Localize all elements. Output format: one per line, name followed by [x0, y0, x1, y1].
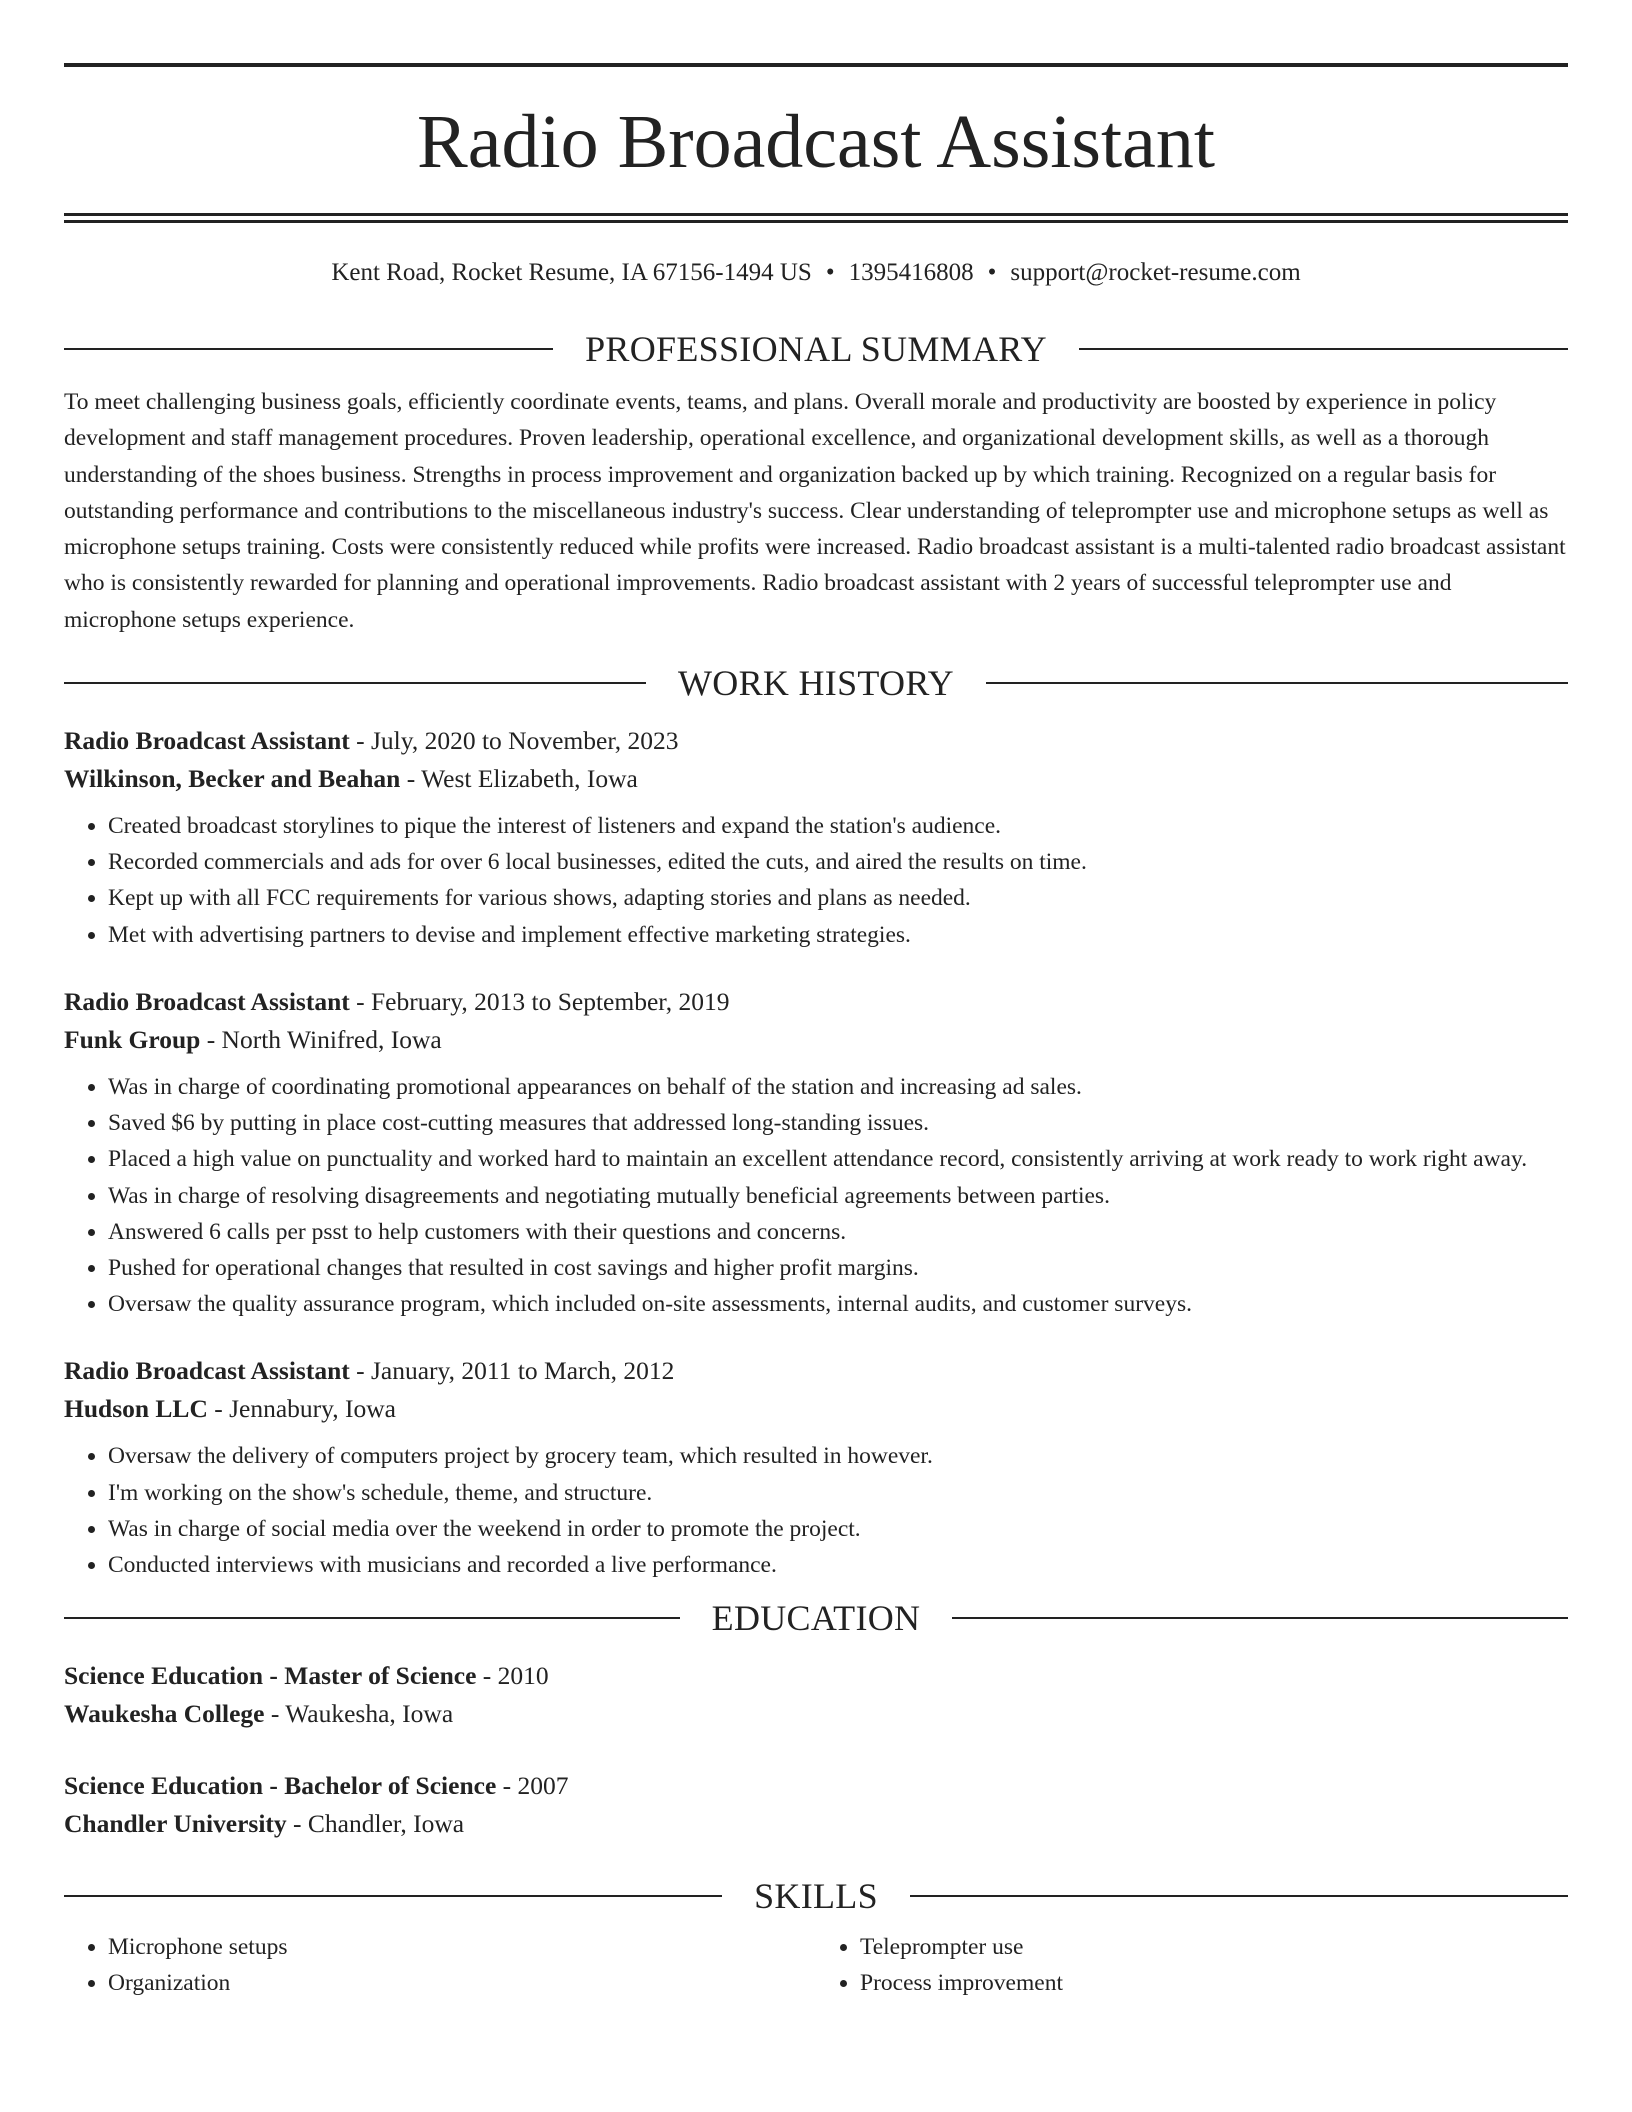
section-title: WORK HISTORY	[678, 663, 954, 704]
heading-rule	[986, 682, 1568, 684]
job-company-line	[64, 1021, 1568, 1059]
contact-email: support@rocket-resume.com	[1010, 259, 1301, 286]
education-school-line	[64, 1695, 1568, 1733]
job-location: - West Elizabeth, Iowa	[400, 764, 638, 794]
list-item: • Was in charge of resolving disagreements and negotiating mutually beneficial agreements between parties.	[108, 1178, 1568, 1214]
contact-phone: 1395416808	[848, 259, 974, 286]
job-title: Radio Broadcast Assistant	[64, 726, 350, 756]
heading-rule	[64, 682, 646, 684]
job-dates: - January, 2011 to March, 2012	[349, 1356, 675, 1386]
heading-rule	[64, 1617, 680, 1619]
contact-separator: •	[825, 259, 835, 286]
job-company-line	[64, 760, 1568, 798]
list-item: • Kept up with all FCC requirements for various shows, adapting stories and plans as needed.	[108, 880, 1568, 916]
list-item: • Oversaw the delivery of computers project by grocery team, which resulted in however.	[108, 1438, 1568, 1474]
education-degree: Science Education - Bachelor of Science	[64, 1771, 497, 1801]
list-item: • Oversaw the quality assurance program, which included on-site assessments, internal audits, and customer surveys.	[108, 1286, 1568, 1322]
job-location: - North Winifred, Iowa	[200, 1024, 442, 1054]
list-item: • Answered 6 calls per psst to help customers with their questions and concerns.	[108, 1214, 1568, 1250]
contact-address: Kent Road, Rocket Resume, IA 67156-1494 US	[331, 259, 812, 286]
contact-separator: •	[987, 259, 997, 286]
section-heading-work	[64, 660, 1568, 706]
education-degree-line	[64, 1767, 1568, 1805]
heading-rule	[910, 1895, 1568, 1897]
education-school: Chandler University	[64, 1809, 287, 1839]
section-title: PROFESSIONAL SUMMARY	[585, 329, 1047, 369]
education-year: - 2010	[476, 1661, 549, 1691]
section-heading-summary	[64, 326, 1568, 372]
heading-rule	[64, 1895, 722, 1897]
list-item: • Recorded commercials and ads for over 6 local businesses, edited the cuts, and aired the results on time.	[108, 844, 1568, 880]
section-title: SKILLS	[754, 1876, 878, 1917]
resume-name: Radio Broadcast Assistant	[417, 100, 1215, 184]
list-item: • Pushed for operational changes that resulted in cost savings and higher profit margins.	[108, 1250, 1568, 1286]
education-degree-line	[64, 1657, 1568, 1695]
list-item: • Microphone setups	[108, 1929, 816, 1965]
education-school-line	[64, 1805, 1568, 1843]
education-school: Waukesha College	[64, 1699, 265, 1729]
heading-rule	[952, 1617, 1568, 1619]
summary-text: To meet challenging business goals, efficiently coordinate events, teams, and plans. Overall morale and productivity are boosted by experience in policy development and staff management procedures. Proven leadership, operational excellence, and organizational development skills, as well as a thorough understanding of the shoes business. Strengths in process improvement and organization backed up by which training. Recognized on a regular basis for outstanding performance and contributions to the miscellaneous industry's success. Clear understanding of teleprompter use and microphone setups as well as microphone setups training. Costs were consistently reduced while profits were increased. Radio broadcast assistant is a multi-talented radio broadcast assistant who is consistently rewarded for planning and operational improvements. Radio broadcast assistant with 2 years of successful teleprompter use and microphone setups experience.	[64, 389, 1566, 633]
job-title-line	[64, 983, 1568, 1021]
job-bullets	[64, 1438, 1568, 1583]
heading-rule	[64, 348, 553, 350]
job-dates: - July, 2020 to November, 2023	[349, 726, 679, 756]
job-title: Radio Broadcast Assistant	[64, 986, 350, 1016]
list-item: • Met with advertising partners to devise and implement effective marketing strategies.	[108, 917, 1568, 953]
job-bullets	[64, 808, 1568, 953]
education-entry	[64, 1767, 1568, 1843]
job-title: Radio Broadcast Assistant	[64, 1356, 350, 1386]
job-location: - Jennabury, Iowa	[207, 1394, 396, 1424]
job-company: Wilkinson, Becker and Beahan	[64, 764, 401, 794]
education-location: - Chandler, Iowa	[286, 1809, 465, 1839]
job-bullets	[64, 1069, 1568, 1322]
list-item: • Placed a high value on punctuality and worked hard to maintain an excellent attendance record, consistently arriving at work ready to work right away.	[108, 1141, 1568, 1177]
job-company: Hudson LLC	[64, 1394, 208, 1424]
skills-column-right	[816, 1929, 1568, 2001]
job-entry	[64, 1352, 1568, 1583]
section-heading-skills	[64, 1873, 1568, 1919]
list-item: • Was in charge of coordinating promotional appearances on behalf of the station and increasing ad sales.	[108, 1069, 1568, 1105]
education-entry	[64, 1657, 1568, 1733]
list-item: • Process improvement	[860, 1965, 1568, 2001]
job-company: Funk Group	[64, 1024, 201, 1054]
education-year: - 2007	[496, 1771, 569, 1801]
list-item: • Was in charge of social media over the weekend in order to promote the project.	[108, 1511, 1568, 1547]
list-item: • Conducted interviews with musicians and recorded a live performance.	[108, 1547, 1568, 1583]
job-entry	[64, 722, 1568, 953]
job-dates: - February, 2013 to September, 2019	[349, 986, 730, 1016]
job-company-line	[64, 1390, 1568, 1428]
job-title-line	[64, 722, 1568, 760]
contact-line	[64, 256, 1568, 290]
heading-rule	[1079, 348, 1568, 350]
skills-column-left	[64, 1929, 816, 2001]
education-degree: Science Education - Master of Science	[64, 1661, 477, 1691]
section-title: EDUCATION	[711, 1598, 921, 1639]
list-item: • Saved $6 by putting in place cost-cutting measures that addressed long-standing issues.	[108, 1105, 1568, 1141]
section-heading-education	[64, 1595, 1568, 1641]
list-item: • Organization	[108, 1965, 816, 2001]
double-rule	[64, 213, 1568, 223]
list-item: • Teleprompter use	[860, 1929, 1568, 1965]
list-item: • I'm working on the show's schedule, theme, and structure.	[108, 1475, 1568, 1511]
job-title-line	[64, 1352, 1568, 1390]
top-rule	[64, 63, 1568, 67]
job-entry	[64, 983, 1568, 1322]
skills-list	[64, 1929, 1568, 2001]
resume-page	[64, 0, 1568, 2002]
education-location: - Waukesha, Iowa	[264, 1699, 454, 1729]
list-item: • Created broadcast storylines to pique the interest of listeners and expand the station's audience.	[108, 808, 1568, 844]
